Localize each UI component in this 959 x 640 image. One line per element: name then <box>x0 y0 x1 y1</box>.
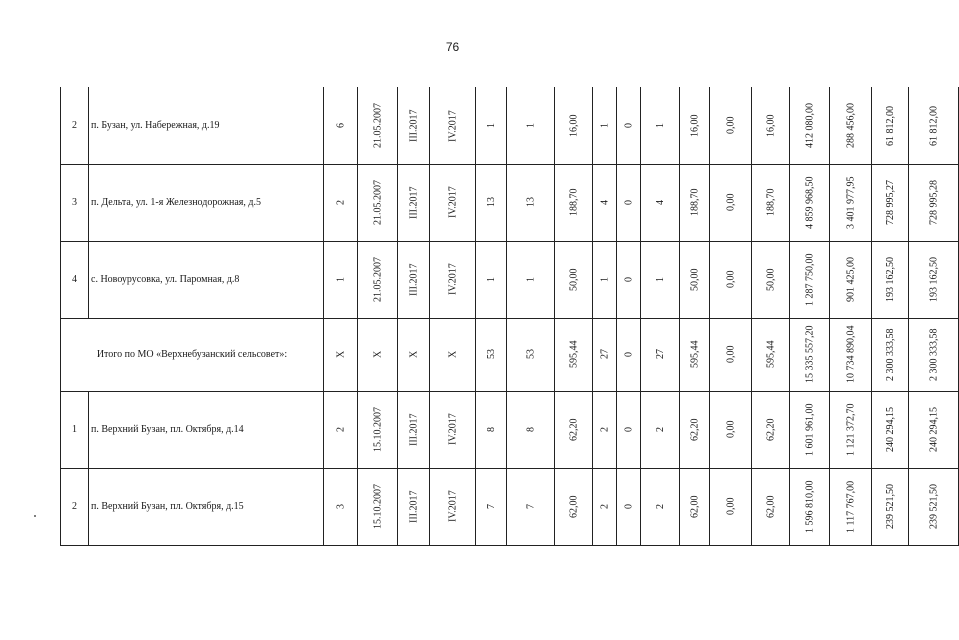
value-cell: 1 <box>593 87 617 164</box>
value-cell: 1 <box>593 241 617 318</box>
value-cell: 2 <box>641 391 680 468</box>
row-number: 2 <box>61 87 89 164</box>
value-cell: 595,44 <box>680 318 710 391</box>
value-cell: 15.10.2007 <box>358 468 398 545</box>
value-cell: 4 <box>641 164 680 241</box>
row-number: 4 <box>61 241 89 318</box>
value-cell: 62,20 <box>555 391 593 468</box>
value-cell: 13 <box>476 164 507 241</box>
value-cell: X <box>358 318 398 391</box>
address-cell: с. Новоурусовка, ул. Паромная, д.8 <box>89 241 324 318</box>
value-cell: 0 <box>617 468 641 545</box>
value-cell: 1 <box>641 241 680 318</box>
value-cell: 188,70 <box>752 164 790 241</box>
page-number: 76 <box>445 40 460 54</box>
value-cell: 1 <box>507 87 555 164</box>
value-cell: 16,00 <box>680 87 710 164</box>
value-cell: IV.2017 <box>430 87 476 164</box>
scan-speck <box>34 515 36 517</box>
value-cell: 1 601 961,00 <box>790 391 830 468</box>
value-cell: 62,20 <box>752 391 790 468</box>
value-cell: 1 596 810,00 <box>790 468 830 545</box>
data-table <box>60 87 959 546</box>
value-cell: 0 <box>617 87 641 164</box>
value-cell: 8 <box>476 391 507 468</box>
value-cell: 6 <box>324 87 358 164</box>
value-cell: 1 <box>507 241 555 318</box>
value-cell: X <box>324 318 358 391</box>
value-cell: 0 <box>617 164 641 241</box>
value-cell: 0 <box>617 391 641 468</box>
value-cell: 1 <box>324 241 358 318</box>
value-cell: III.2017 <box>398 241 430 318</box>
value-cell: 8 <box>507 391 555 468</box>
value-cell: 0 <box>617 241 641 318</box>
value-cell: 188,70 <box>680 164 710 241</box>
value-cell: III.2017 <box>398 87 430 164</box>
value-cell: 1 287 750,00 <box>790 241 830 318</box>
value-cell: 1 <box>476 87 507 164</box>
value-cell: 1 <box>476 241 507 318</box>
address-cell: п. Верхний Бузан, пл. Октября, д.14 <box>89 391 324 468</box>
value-cell: 0,00 <box>710 87 752 164</box>
row-number: 2 <box>61 468 89 545</box>
value-cell: 2 <box>593 391 617 468</box>
value-cell: 0,00 <box>710 164 752 241</box>
value-cell: 2 <box>324 164 358 241</box>
value-cell: 61 812,00 <box>909 87 959 164</box>
value-cell: IV.2017 <box>430 164 476 241</box>
value-cell: 0,00 <box>710 241 752 318</box>
total-label: Итого по МО «Верхнебузанский сельсовет»: <box>61 318 324 391</box>
value-cell: 21.05.2007 <box>358 164 398 241</box>
table-row <box>61 164 959 241</box>
value-cell: 2 <box>641 468 680 545</box>
value-cell: III.2017 <box>398 391 430 468</box>
value-cell: 62,20 <box>680 391 710 468</box>
table-row <box>61 391 959 468</box>
value-cell: 53 <box>476 318 507 391</box>
value-cell: 1 <box>641 87 680 164</box>
value-cell: 27 <box>641 318 680 391</box>
value-cell: 2 <box>593 468 617 545</box>
value-cell: 15 335 557,20 <box>790 318 830 391</box>
table-row <box>61 241 959 318</box>
value-cell: 2 300 333,58 <box>909 318 959 391</box>
total-row <box>61 318 959 391</box>
value-cell: 61 812,00 <box>872 87 909 164</box>
value-cell: 188,70 <box>555 164 593 241</box>
value-cell: 0,00 <box>710 391 752 468</box>
value-cell: III.2017 <box>398 164 430 241</box>
row-number: 3 <box>61 164 89 241</box>
value-cell: 193 162,50 <box>872 241 909 318</box>
value-cell: 595,44 <box>555 318 593 391</box>
value-cell: 15.10.2007 <box>358 391 398 468</box>
value-cell: 27 <box>593 318 617 391</box>
value-cell: 10 734 890,04 <box>830 318 872 391</box>
value-cell: 50,00 <box>752 241 790 318</box>
value-cell: 62,00 <box>680 468 710 545</box>
row-number: 1 <box>61 391 89 468</box>
table-row <box>61 87 959 164</box>
value-cell: 239 521,50 <box>909 468 959 545</box>
address-cell: п. Бузан, ул. Набережная, д.19 <box>89 87 324 164</box>
value-cell: 21.05.2007 <box>358 87 398 164</box>
value-cell: IV.2017 <box>430 391 476 468</box>
value-cell: 2 <box>324 391 358 468</box>
value-cell: 2 300 333,58 <box>872 318 909 391</box>
value-cell: 7 <box>476 468 507 545</box>
value-cell: 13 <box>507 164 555 241</box>
value-cell: 193 162,50 <box>909 241 959 318</box>
value-cell: 1 121 372,70 <box>830 391 872 468</box>
value-cell: 16,00 <box>555 87 593 164</box>
value-cell: 288 456,00 <box>830 87 872 164</box>
value-cell: 7 <box>507 468 555 545</box>
value-cell: 4 <box>593 164 617 241</box>
value-cell: 412 080,00 <box>790 87 830 164</box>
value-cell: 3 <box>324 468 358 545</box>
value-cell: 16,00 <box>752 87 790 164</box>
value-cell: 4 859 968,50 <box>790 164 830 241</box>
value-cell: 1 117 767,00 <box>830 468 872 545</box>
value-cell: 595,44 <box>752 318 790 391</box>
value-cell: X <box>398 318 430 391</box>
value-cell: 240 294,15 <box>872 391 909 468</box>
value-cell: III.2017 <box>398 468 430 545</box>
value-cell: 0 <box>617 318 641 391</box>
value-cell: 240 294,15 <box>909 391 959 468</box>
value-cell: 50,00 <box>555 241 593 318</box>
value-cell: 53 <box>507 318 555 391</box>
value-cell: X <box>430 318 476 391</box>
table-row <box>61 468 959 545</box>
value-cell: 728 995,28 <box>909 164 959 241</box>
value-cell: 21.05.2007 <box>358 241 398 318</box>
address-cell: п. Дельта, ул. 1-я Железнодорожная, д.5 <box>89 164 324 241</box>
address-cell: п. Верхний Бузан, пл. Октября, д.15 <box>89 468 324 545</box>
value-cell: 0,00 <box>710 468 752 545</box>
value-cell: IV.2017 <box>430 468 476 545</box>
value-cell: 3 401 977,95 <box>830 164 872 241</box>
value-cell: IV.2017 <box>430 241 476 318</box>
value-cell: 50,00 <box>680 241 710 318</box>
value-cell: 62,00 <box>752 468 790 545</box>
value-cell: 901 425,00 <box>830 241 872 318</box>
value-cell: 62,00 <box>555 468 593 545</box>
value-cell: 728 995,27 <box>872 164 909 241</box>
value-cell: 0,00 <box>710 318 752 391</box>
value-cell: 239 521,50 <box>872 468 909 545</box>
